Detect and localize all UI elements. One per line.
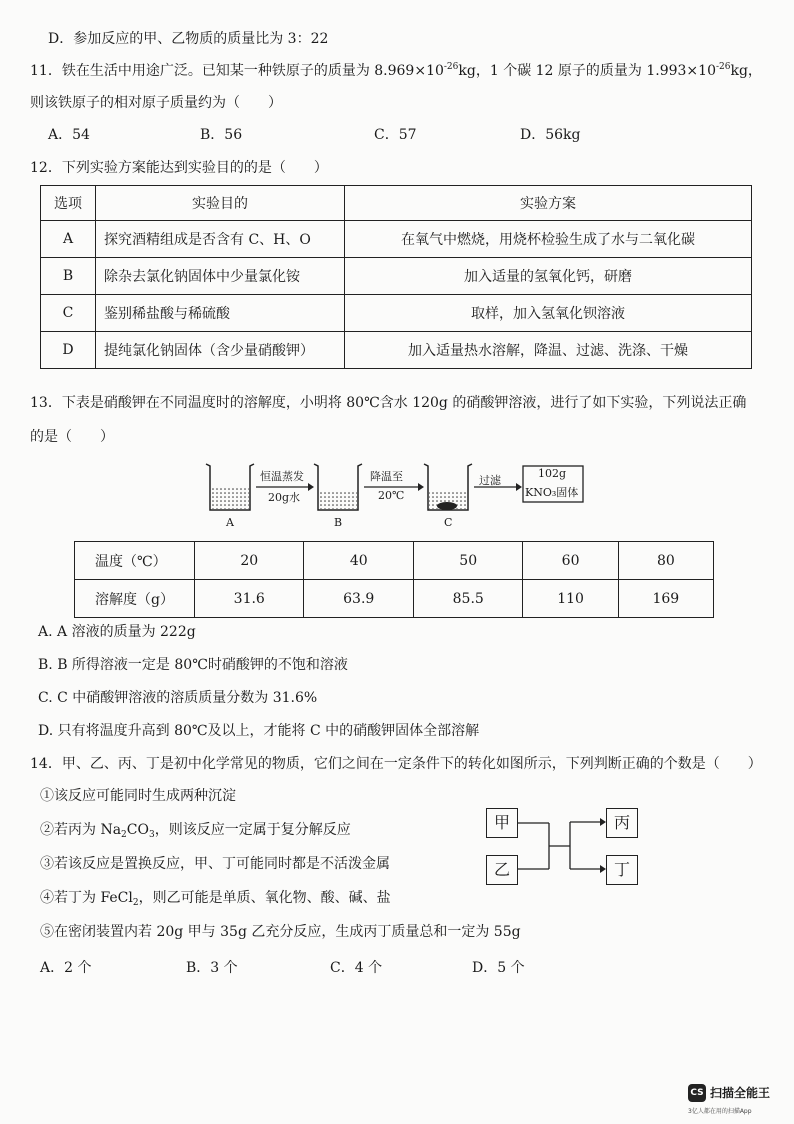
q13-option-a: A. A 溶液的质量为 222g <box>38 624 196 640</box>
statement-part: ，则该反应一定属于复分解反应 <box>154 822 351 838</box>
row-label-solubility: 溶解度（g） <box>75 580 195 618</box>
table-cell: 60 <box>523 542 618 580</box>
q13-stem: 13．下表是硝酸钾在不同温度时的溶解度，小明将 80℃含水 120g 的硝酸钾溶液，进行了如下实验，下列说法正确 <box>30 395 747 411</box>
table-cell: 在氧气中燃烧，用烧杯检验生成了水与二氧化碳 <box>345 221 752 258</box>
result-mass: 102g <box>538 467 567 480</box>
table-cell: 63.9 <box>304 580 413 618</box>
beaker-label-a: A <box>226 516 234 529</box>
statement-part: ②若丙为 Na <box>40 822 122 838</box>
q11-exponent: -26 <box>715 62 731 72</box>
table-cell: 80 <box>618 542 713 580</box>
table-cell: B <box>41 258 96 295</box>
table-cell: 除杂去氯化钠固体中少量氯化铵 <box>96 258 345 295</box>
subscript: 2 <box>121 830 127 840</box>
row-label-temperature: 温度（℃） <box>75 542 195 580</box>
table-cell: 加入适量的氢氧化钙，研磨 <box>345 258 752 295</box>
q11-exponent: -26 <box>443 62 459 72</box>
q14-statement-4 <box>40 887 391 908</box>
q11-stem-line2: 则该铁原子的相对原子质量约为（ ） <box>30 95 282 111</box>
q11-option-a: A．54 <box>48 127 90 143</box>
table-cell: 169 <box>618 580 713 618</box>
q13-stem-line2: 的是（ ） <box>30 429 114 445</box>
q14-statement-3: ③若该反应是置换反应，甲、丁可能同时都是不活泼金属 <box>40 856 390 872</box>
node-jia: 甲 <box>486 808 518 838</box>
subscript: 2 <box>132 898 139 908</box>
table-cell: 加入适量热水溶解，降温、过滤、洗涤、干燥 <box>345 332 752 369</box>
subscript: 3 <box>148 830 155 840</box>
q11-option-b: B．56 <box>200 127 243 143</box>
beaker-label-c: C <box>444 516 453 529</box>
scanner-logo-icon: CS <box>688 1084 706 1102</box>
beaker-label-b: B <box>334 516 343 529</box>
table-row <box>75 542 714 580</box>
header-cell: 选项 <box>41 186 96 221</box>
table-row <box>41 332 752 369</box>
step1-top-label: 恒温蒸发 <box>260 470 304 483</box>
q13-option-b: B. B 所得溶液一定是 80℃时硝酸钾的不饱和溶液 <box>38 657 348 673</box>
table-cell: 取样，加入氢氧化钡溶液 <box>345 295 752 332</box>
statement-part: ，则乙可能是单质、氧化物、酸、碱、盐 <box>138 890 391 906</box>
q14-option-c: C．4 个 <box>330 960 383 976</box>
table-cell: 提纯氯化钠固体（含少量硝酸钾） <box>96 332 345 369</box>
q14-option-a: A．2 个 <box>40 960 92 976</box>
q10-option-d: D．参加反应的甲、乙物质的质量比为 3：22 <box>48 31 329 47</box>
table-row <box>41 221 752 258</box>
beaker-a-icon <box>206 464 254 510</box>
table-row <box>75 580 714 618</box>
node-ding: 丁 <box>606 855 638 885</box>
header-cell: 实验方案 <box>345 186 752 221</box>
node-bing: 丙 <box>606 808 638 838</box>
statement-part: ④若丁为 FeCl <box>40 890 133 906</box>
q11-option-d: D．56kg <box>520 127 581 143</box>
q14-statement-5: ⑤在密闭装置内若 20g 甲与 35g 乙充分反应，生成丙丁质量总和一定为 55g <box>40 924 521 940</box>
q14-option-b: B．3 个 <box>186 960 238 976</box>
q11-stem-part: kg， <box>730 63 762 79</box>
scanner-tagline: 3亿人都在用的扫描App <box>688 1108 752 1115</box>
table-cell: 40 <box>304 542 413 580</box>
table-row <box>41 258 752 295</box>
table-cell: 20 <box>195 542 304 580</box>
header-cell: 实验目的 <box>96 186 345 221</box>
table-cell: D <box>41 332 96 369</box>
q11-option-c: C．57 <box>374 127 417 143</box>
beaker-b-icon <box>314 464 362 510</box>
table-header-row <box>41 186 752 221</box>
q13-option-c: C. C 中硝酸钾溶液的溶质质量分数为 31.6% <box>38 690 318 706</box>
q14-option-d: D．5 个 <box>472 960 525 976</box>
result-substance: KNO₃固体 <box>525 486 579 499</box>
step3-top-label: 过滤 <box>479 474 501 487</box>
scanner-brand: 扫描全能王 <box>710 1086 771 1100</box>
q11-stem-part: 11．铁在生活中用途广泛。已知某一种铁原子的质量为 8.969×10 <box>30 63 444 79</box>
table-cell: 探究酒精组成是否含有 C、H、O <box>96 221 345 258</box>
table-cell: 鉴别稀盐酸与稀硫酸 <box>96 295 345 332</box>
q13-option-d: D. 只有将温度升高到 80℃及以上，才能将 C 中的硝酸钾固体全部溶解 <box>38 723 480 739</box>
step2-bottom-label: 20℃ <box>378 489 405 502</box>
q11-stem <box>30 60 762 80</box>
q14-statement-1: ①该反应可能同时生成两种沉淀 <box>40 788 236 804</box>
q11-stem-part: kg，1 个碳 12 原子的质量为 1.993×10 <box>458 63 716 79</box>
q14-stem: 14．甲、乙、丙、丁是初中化学常见的物质，它们之间在一定条件下的转化如图所示，下列判断正确的个数是（ ） <box>30 756 762 772</box>
q13-solubility-table <box>74 541 714 618</box>
table-cell: A <box>41 221 96 258</box>
q14-statement-2 <box>40 819 351 840</box>
table-cell: 110 <box>523 580 618 618</box>
q12-table <box>40 185 752 369</box>
node-yi: 乙 <box>486 855 518 885</box>
table-cell: 85.5 <box>413 580 522 618</box>
step1-bottom-label: 20g水 <box>268 491 301 504</box>
table-cell: 50 <box>413 542 522 580</box>
step2-top-label: 降温至 <box>370 470 403 483</box>
beaker-c-icon <box>424 464 472 510</box>
table-cell: C <box>41 295 96 332</box>
q12-stem: 12．下列实验方案能达到实验目的的是（ ） <box>30 160 328 176</box>
statement-part: CO <box>126 822 149 838</box>
table-cell: 31.6 <box>195 580 304 618</box>
table-row <box>41 295 752 332</box>
